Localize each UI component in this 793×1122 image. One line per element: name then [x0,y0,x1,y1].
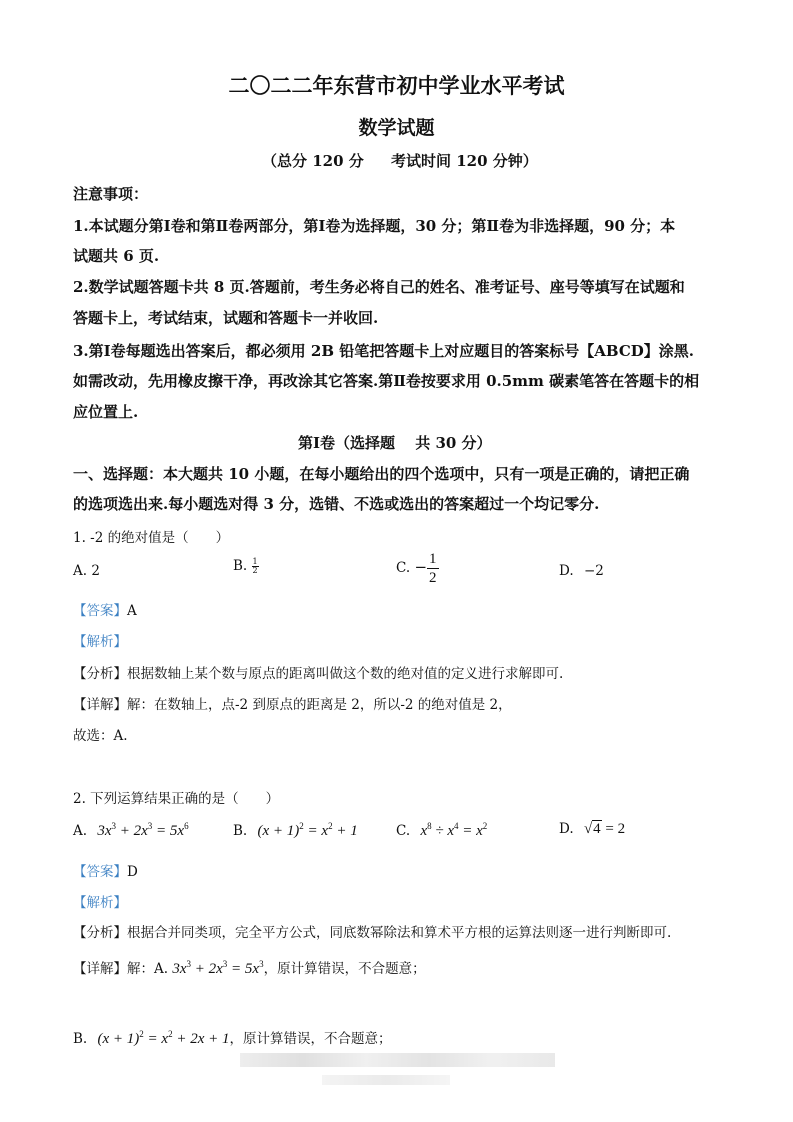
q1-option-b-label: B. [233,558,248,574]
q1-option-c-numerator: 1 [429,551,437,567]
note-1-line-1: 1.本试题分第Ⅰ卷和第Ⅱ卷两部分，第Ⅰ卷为选择题，30 分；第Ⅱ卷为非选择题，90 分；本 [73,217,676,235]
exam-title: 二〇二二年东营市初中学业水平考试 [228,73,565,98]
q1-analysis-tag: 【解析】 [73,634,127,650]
q1-option-c-denominator: 2 [429,570,437,586]
q2-option-d-label: D. [559,821,574,837]
note-3-line-2: 如需改动，先用橡皮擦干净，再改涂其它答案.第Ⅱ卷按要求用 0.5mm 碳素笔答在答题卡的相 [73,372,700,390]
q1-option-c: C. − $\frac{1}{2}$ [396,551,437,586]
blurred-watermark [240,1053,555,1067]
q1-option-a: A. 2 [73,563,100,579]
q1-option-b-fraction [252,558,259,575]
q2-answer-value: D [127,864,138,880]
q2-fenxi-text: 根据合并同类项，完全平方公式，同底数幂除法和算术平方根的运算法则逐一进行判断即可. [127,925,672,941]
section-intro-line-1: 一、选择题：本大题共 10 小题，在每小题给出的四个选项中，只有一项是正确的，请把正确 [73,465,690,483]
q2-fenxi-tag: 【分析】 [73,925,127,941]
time-info: 考试时间 120 分钟） [391,152,538,170]
q1-option-b [233,558,259,575]
q1-option-d [559,563,604,579]
q1-fenxi-tag: 【分析】 [73,666,127,682]
q2-xiangjie [73,957,426,978]
q1-stem: 1. -2 的绝对值是（ ） [73,530,230,546]
q1-xiangjie [73,693,512,713]
q1-choose: 故选：A. [73,728,128,744]
q2-xiangjie-formula: $3x^3 + 2x^3 = 5x^3$ [172,959,264,977]
score-info: （总分 120 分 [262,152,364,170]
q1-fenxi-text: 根据数轴上某个数与原点的距离叫做这个数的绝对值的定义进行求解即可. [127,666,564,682]
section-intro-line-2: 的选项选出来.每小题选对得 3 分，选错、不选或选出的答案超过一个均记零分. [73,495,600,513]
q2-option-a [73,821,189,840]
q2-option-a-label: A. [73,823,88,839]
q1-xiangjie-text: 解：在数轴上，点-2 到原点的距离是 2，所以-2 的绝对值是 2， [127,697,512,713]
q1-answer [73,599,137,619]
notes-heading: 注意事项： [73,185,149,203]
q1-answer-value: A [127,603,137,619]
q1-fenxi [73,662,563,682]
q2-xiangjie-post: ，原计算错误，不合题意； [263,961,426,977]
q2-answer-tag: 【答案】 [73,864,127,880]
exam-subtitle: 数学试题 [358,117,435,139]
q2-analysis-tag: 【解析】 [73,895,127,911]
q2-option-d [559,821,625,838]
note-2-line-1: 2.数学试题答题卡共 8 页.答题前，考生务必将自己的姓名、准考证号、座号等填写在试题和 [73,278,685,296]
q2-stem: 2. 下列运算结果正确的是（ ） [73,791,280,807]
q2-option-b-formula: $(x + 1)^2 = x^2 + 1$ [257,821,358,839]
q1-option-b-numerator: 1 [252,557,258,566]
q2-xiangjie-tag: 【详解】 [73,961,127,977]
q1-option-b-denominator: 2 [252,566,258,575]
q2-b-line-label: B. [73,1031,88,1047]
q2-b-line [73,1027,391,1048]
q2-option-b-label: B. [233,823,248,839]
note-1-line-2: 试题共 6 页. [73,247,160,265]
q1-option-c-fraction [427,550,439,587]
q2-option-c-label: C. [396,823,411,839]
note-3-line-3: 应位置上. [73,403,139,421]
blurred-watermark-secondary [322,1075,450,1085]
q2-option-c-formula: $x^8 \div x^4 = x^2$ [420,821,488,839]
q1-option-d-value: −2 [583,563,604,579]
q2-option-a-formula: $3x^3 + 2x^3 = 5x^6$ [97,821,189,839]
q2-option-b [233,821,358,840]
q1-option-d-label: D. [559,563,574,579]
q2-fenxi [73,921,671,941]
note-3-line-1: 3.第Ⅰ卷每题选出答案后，都必须用 2B 铅笔把答题卡上对应题目的答案标号【ABCD】涂黑. [73,342,695,360]
q1-option-c-label: C. [396,560,411,576]
q2-b-line-formula: $(x + 1)^2 = x^2 + 2x + 1$ [97,1029,230,1047]
note-2-line-2: 答题卡上，考试结束，试题和答题卡一并收回. [73,309,379,327]
section-title: 第Ⅰ卷（选择题 共 30 分） [298,434,492,452]
q2-option-d-formula: √4 = 2 [583,821,626,837]
q2-answer [73,860,138,880]
q1-answer-tag: 【答案】 [73,603,127,619]
q1-xiangjie-tag: 【详解】 [73,697,127,713]
q2-option-c [396,821,487,840]
q2-xiangjie-pre: 解：A. [127,961,169,977]
q2-b-line-post: ，原计算错误，不合题意； [229,1031,392,1047]
